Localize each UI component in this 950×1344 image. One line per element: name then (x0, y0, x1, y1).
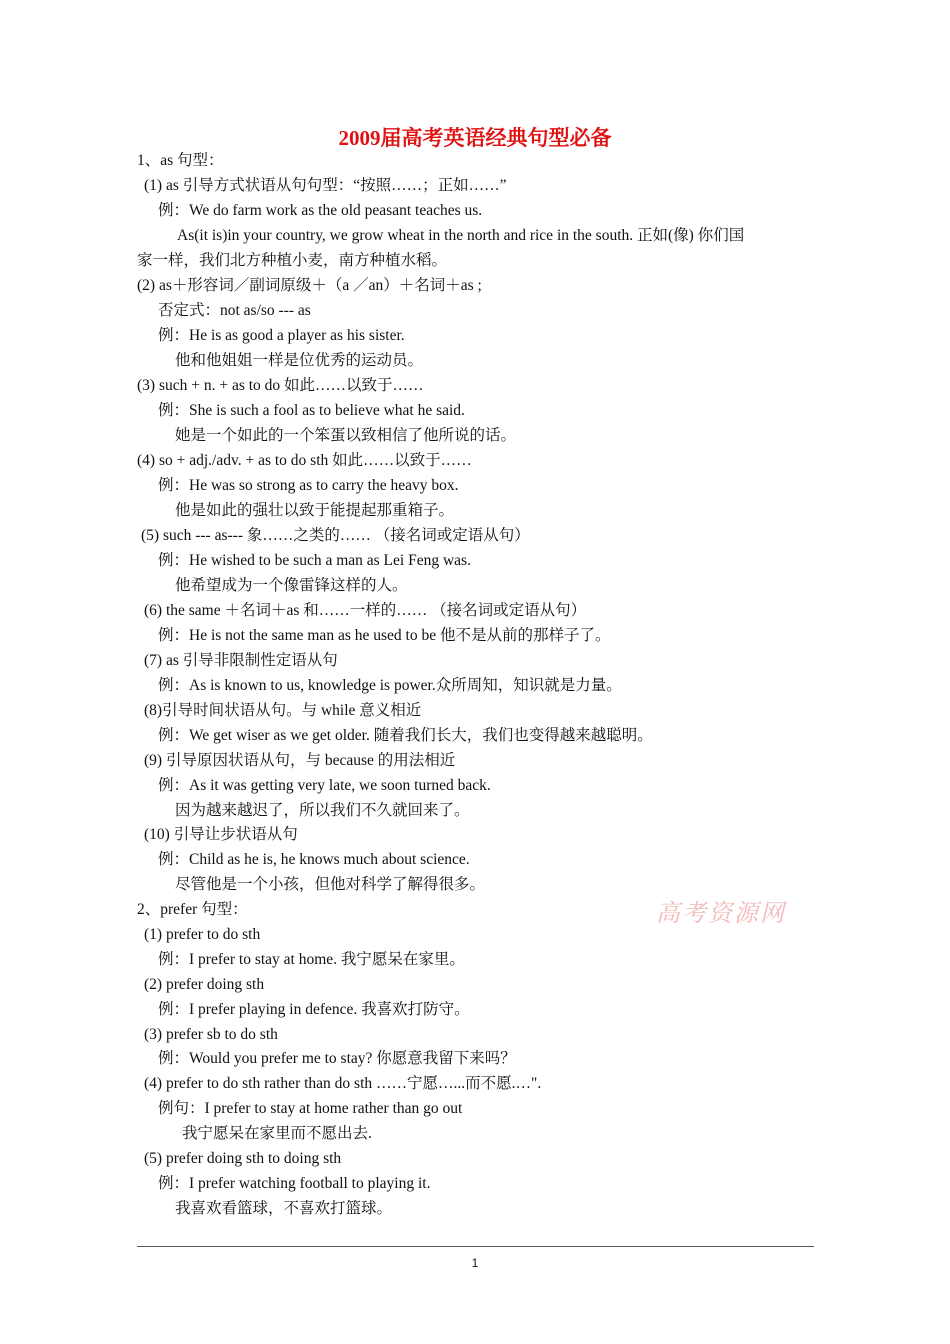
subheading-6: (6) the same ＋名词＋as 和……一样的…… （接名词或定语从句） (144, 602, 587, 619)
document-title: 2009届高考英语经典句型必备 (338, 126, 612, 150)
page-number: 1 (471, 1256, 479, 1270)
subheading-5: (5) prefer doing sth to doing sth (144, 1150, 342, 1167)
subheading-2: (2) prefer doing sth (144, 976, 265, 993)
subheading-2: (2) as＋形容词／副词原级＋（a ／an）＋名词＋as ; (137, 277, 482, 294)
footer-divider (137, 1246, 814, 1247)
subheading-4: (4) prefer to do sth rather than do sth ……宁愿…...而不愿.…". (144, 1075, 542, 1092)
subheading-10: (10) 引导让步状语从句 (144, 826, 298, 843)
translation-line: 因为越来越迟了，所以我们不久就回来了。 (175, 802, 470, 819)
translation-line: 他是如此的强壮以致于能提起那重箱子。 (175, 502, 455, 519)
subheading-3: (3) such + n. + as to do 如此……以致于…… (137, 377, 424, 394)
example-line: 例：I prefer playing in defence. 我喜欢打防守。 (158, 1001, 470, 1018)
translation-line: 他和他姐姐一样是位优秀的运动员。 (175, 352, 424, 369)
subheading-7: (7) as 引导非限制性定语从句 (144, 652, 338, 669)
example-line: 例：We get wiser as we get older. 随着我们长大，我们也变得越来越聪明。 (158, 727, 653, 744)
translation-line: 我宁愿呆在家里而不愿出去. (182, 1125, 372, 1142)
example-line: 例句：I prefer to stay at home rather than go out (158, 1100, 463, 1117)
example-line: 例：He is as good a player as his sister. (158, 327, 405, 344)
watermark: 高考资源网 (656, 901, 786, 927)
subheading-4: (4) so + adj./adv. + as to do sth 如此……以致于…… (137, 452, 472, 469)
example-line: 例：He wished to be such a man as Lei Feng was. (158, 552, 471, 569)
subheading-1: (1) as 引导方式状语从句句型：“按照……；正如……” (144, 177, 507, 194)
example-line: 例：He was so strong as to carry the heavy box. (158, 477, 459, 494)
example-line: 例：I prefer watching football to playing it. (158, 1175, 431, 1192)
section-heading-as: 1、as 句型： (137, 152, 224, 169)
example-line: 例：I prefer to stay at home. 我宁愿呆在家里。 (158, 951, 465, 968)
example-line: 例：Child as he is, he knows much about science. (158, 851, 470, 868)
translation-line: 我喜欢看篮球，不喜欢打篮球。 (175, 1200, 393, 1217)
subheading-3: (3) prefer sb to do sth (144, 1026, 278, 1043)
subheading-1: (1) prefer to do sth (144, 926, 261, 943)
translation-line: 家一样，我们北方种植小麦，南方种植水稻。 (137, 252, 448, 269)
example-line: 例：She is such a fool as to believe what he said. (158, 402, 465, 419)
example-line: 例：He is not the same man as he used to be 他不是从前的那样子了。 (158, 627, 611, 644)
example-line: 例：As it was getting very late, we soon turned back. (158, 777, 491, 794)
section-heading-prefer: 2、prefer 句型： (137, 901, 248, 918)
translation-line: 尽管他是一个小孩，但他对科学了解得很多。 (175, 876, 486, 893)
example-line: As(it is)in your country, we grow wheat in the north and rice in the south. 正如(像) 你们国 (177, 227, 745, 244)
note-line: 否定式：not as/so --- as (158, 302, 311, 319)
subheading-8: (8)引导时间状语从句。与 while 意义相近 (144, 702, 422, 719)
example-line: 例：Would you prefer me to stay? 你愿意我留下来吗？ (158, 1050, 516, 1067)
translation-line: 他希望成为一个像雷锋这样的人。 (175, 577, 408, 594)
example-line: 例：As is known to us, knowledge is power.众所周知，知识就是力量。 (158, 677, 622, 694)
translation-line: 她是一个如此的一个笨蛋以致相信了他所说的话。 (175, 427, 517, 444)
subheading-5: (5) such --- as--- 象……之类的…… （接名词或定语从句） (141, 527, 530, 544)
subheading-9: (9) 引导原因状语从句，与 because 的用法相近 (144, 752, 456, 769)
example-line: 例：We do farm work as the old peasant teaches us. (158, 202, 483, 219)
